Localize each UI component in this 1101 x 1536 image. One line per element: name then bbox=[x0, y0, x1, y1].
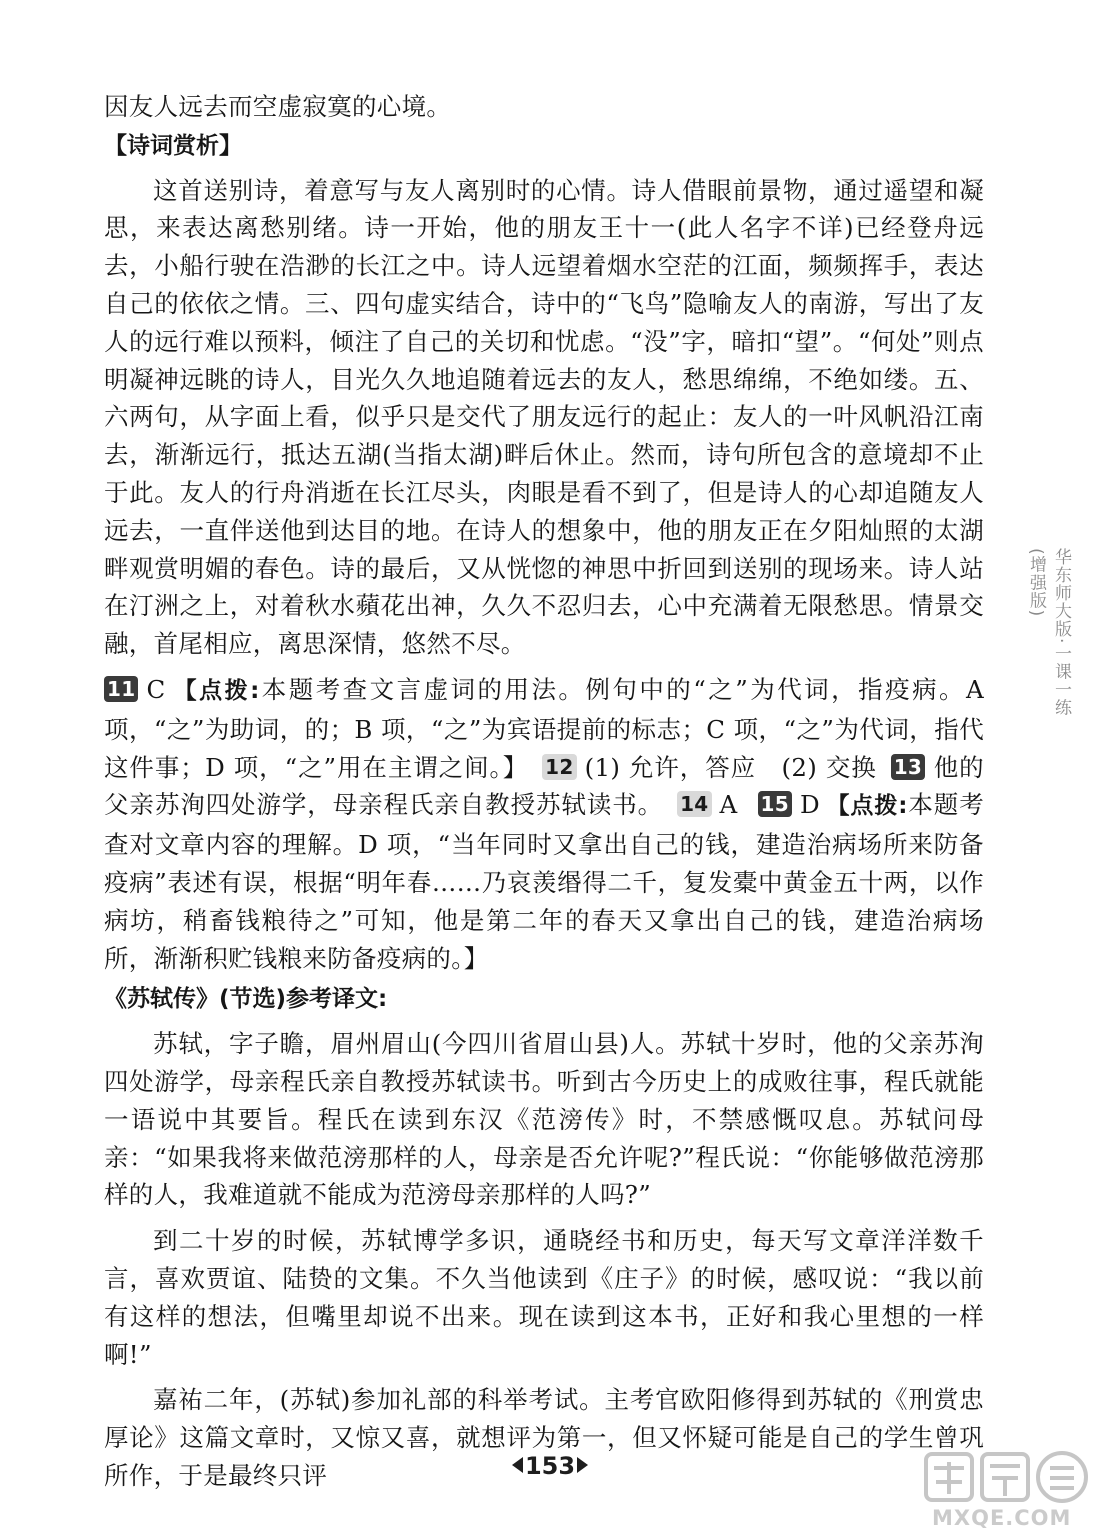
answer-15: D bbox=[799, 790, 820, 820]
side-book-title: 华东师大版·一课一练(增强版) bbox=[1026, 548, 1071, 717]
question-number-14: 14 bbox=[677, 791, 711, 817]
left-arrow-icon bbox=[512, 1457, 523, 1473]
tip-label-11: 【点拨: bbox=[171, 677, 260, 704]
question-number-11: 11 bbox=[104, 676, 138, 702]
watermark-url: MXQE.COM bbox=[932, 1506, 1072, 1530]
right-arrow-icon bbox=[577, 1457, 588, 1473]
translation-heading: 《苏轼传》(节选)参考译文: bbox=[104, 986, 388, 1013]
translation-paragraph-1: 苏轼，字子瞻，眉州眉山(今四川省眉山县)人。苏轼十岁时，他的父亲苏洵四处游学，母亲程氏亲自教授苏轼读书。听到古今历史上的成败往事，程氏就能一语说中其要旨。程氏在读到东汉《范滂传》时，不禁感慨叹息。苏轼问母亲：“如果我将来做范滂那样的人，母亲是否允许呢?”程氏说：“你能够做范滂那样的人，我难道就不能成为范滂母亲那样的人吗?” bbox=[104, 1029, 984, 1210]
question-number-13: 13 bbox=[891, 754, 925, 780]
watermark bbox=[922, 1448, 1092, 1534]
poem-analysis-heading: 【诗词赏析】 bbox=[104, 132, 242, 159]
page-number-value: 153 bbox=[524, 1452, 576, 1480]
answer-12: (1) 允许，答应 (2) 交换 bbox=[584, 752, 877, 782]
poem-analysis-paragraph: 这首送别诗，着意写与友人离别时的心情。诗人借眼前景物，通过遥望和凝思，来表达离愁别绪。诗一开始，他的朋友王十一(此人名字不详)已经登舟远去，小船行驶在浩渺的长江之中。诗人远望着烟水空茫的江面，频频挥手，表达自己的依依之情。三、四句虚实结合，诗中的“飞鸟”隐喻友人的南游，写出了友人的远行难以预料，倾注了自己的关切和忧虑。“没”字，暗扣“望”。“何处”则点明凝神远眺的诗人，目光久久地追随着远去的友人，愁思绵绵，不绝如缕。五、六两句，从字面上看，似乎只是交代了朋友远行的起止：友人的一叶风帆沿江南去，渐渐远行，抵达五湖(当指太湖)畔后休止。然而，诗句所包含的意境却不止于此。友人的行舟消逝在长江尽头，肉眼是看不到了，但是诗人的心却追随友人远去，一直伴送他到达目的地。在诗人的想象中，他的朋友正在夕阳灿照的太湖畔观赏明媚的春色。诗的最后，又从恍惚的神思中折回到送别的现场来。诗人站在汀洲之上，对着秋水蘋花出神，久久不忍归去，心中充满着无限愁思。情景交融，首尾相应，离思深情，悠然不尽。 bbox=[104, 175, 984, 659]
tip-label-15: 【点拨: bbox=[825, 793, 908, 820]
watermark-logo-icon bbox=[922, 1448, 1092, 1506]
question-number-12: 12 bbox=[542, 754, 576, 780]
answer-15-explanation: 本题考查对文章内容的理解。D 项，“当年同时又拿出自己的钱，建造治病场所来防备疫病”表述有误，根据“明年春……乃哀羡缗得二千，复发橐中黄金五十两，以作病坊，稍畜钱粮待之”可知，他是第二年的春天又拿出自己的钱，建造治病场所，渐渐积贮钱粮来防备疫病的。】 bbox=[104, 790, 985, 973]
answers-block bbox=[104, 671, 984, 977]
page-number bbox=[490, 1452, 610, 1480]
answer-14: A bbox=[719, 790, 738, 820]
question-number-15: 15 bbox=[758, 791, 792, 817]
answer-13: 他的父亲苏洵四处游学，母亲程氏亲自教授苏轼读书。 bbox=[104, 752, 984, 820]
translation-paragraph-2: 到二十岁的时候，苏轼博学多识，通晓经书和历史，每天写文章洋洋数千言，喜欢贾谊、陆贽的文集。不久当他读到《庄子》的时候，感叹说：“我以前有这样的想法，但嘴里却说不出来。现在读到这本书，正好和我心里想的一样啊!” bbox=[104, 1226, 984, 1369]
answer-11-explanation: 本题考查文言虚词的用法。例句中的“之”为代词，指疫病。A 项，“之”为助词，的；B 项，“之”为宾语提前的标志；C 项，“之”为代词，指代这件事；D 项，“之”用在主谓之间。】 bbox=[104, 674, 985, 782]
main-text-column bbox=[104, 88, 984, 1495]
intro-line: 因友人远去而空虚寂寞的心境。 bbox=[104, 92, 452, 121]
translation-paragraph-3: 嘉祐二年，(苏轼)参加礼部的科举考试。主考官欧阳修得到苏轼的《刑赏忠厚论》这篇文章时，又惊又喜，就想评为第一，但又怀疑可能是自己的学生曾巩所作，于是最终只评 bbox=[104, 1385, 984, 1490]
answer-11: C bbox=[146, 674, 166, 704]
